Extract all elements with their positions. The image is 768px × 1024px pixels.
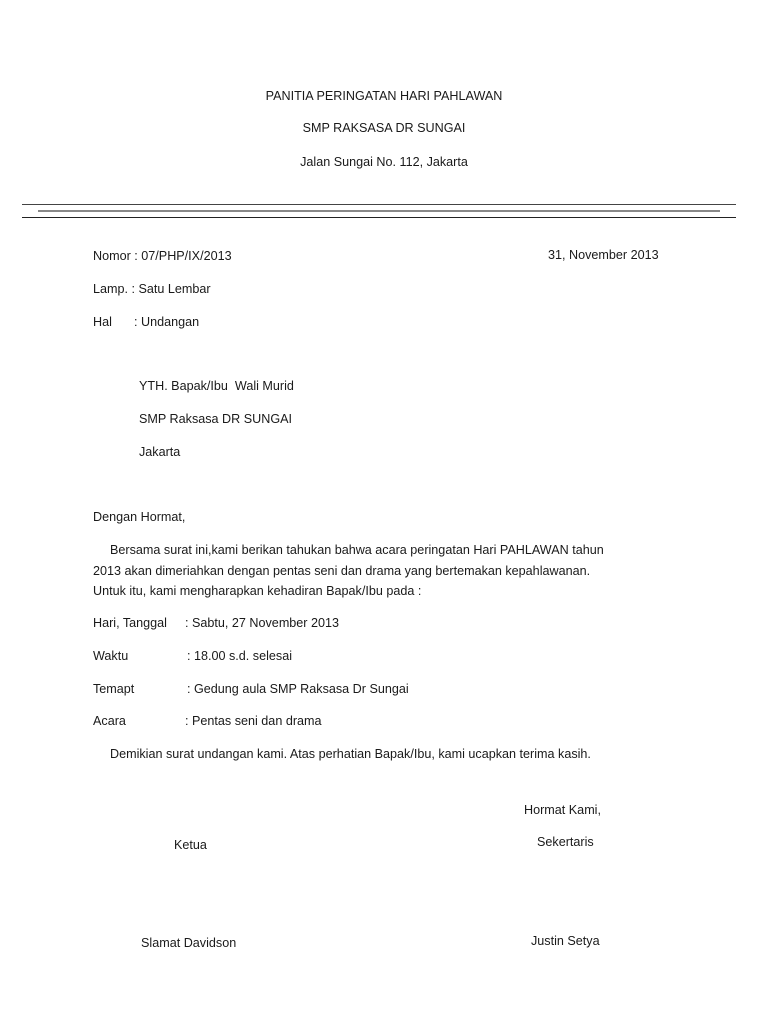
letter-attachment: Lamp. : Satu Lembar xyxy=(93,282,211,296)
detail-value: : Pentas seni dan drama xyxy=(185,714,322,728)
detail-value: : Sabtu, 27 November 2013 xyxy=(185,616,340,630)
header-rule-top xyxy=(22,204,736,205)
signatory-name-chair: Slamat Davidson xyxy=(141,936,237,950)
detail-label: Acara xyxy=(93,714,126,728)
committee-title: PANITIA PERINGATAN HARI PAHLAWAN xyxy=(265,89,503,103)
letter-subject-label: Hal xyxy=(93,315,112,329)
signatory-name-secretary: Justin Setya xyxy=(531,934,600,948)
paragraph-line: 2013 akan dimeriahkan dengan pentas seni dan drama yang bertemakan kepahlawanan. xyxy=(93,564,591,578)
letter-number: Nomor : 07/PHP/IX/2013 xyxy=(93,249,232,263)
detail-value: : Gedung aula SMP Raksasa Dr Sungai xyxy=(187,682,409,696)
detail-label: Temapt xyxy=(93,682,135,696)
school-name: SMP RAKSASA DR SUNGAI xyxy=(302,121,466,135)
header-rule-bottom xyxy=(22,217,736,218)
salutation: Dengan Hormat, xyxy=(93,510,186,524)
letter-date: 31, November 2013 xyxy=(548,248,659,262)
closing-sentence: Demikian surat undangan kami. Atas perhatian Bapak/Ibu, kami ucapkan terima kasih. xyxy=(110,747,591,761)
letter-subject: : Undangan xyxy=(134,315,200,329)
header-rule-middle xyxy=(38,210,720,212)
paragraph-line: Untuk itu, kami mengharapkan kehadiran Bapak/Ibu pada : xyxy=(93,584,422,598)
recipient-line: Jakarta xyxy=(139,445,181,459)
detail-value: : 18.00 s.d. selesai xyxy=(187,649,293,663)
school-address: Jalan Sungai No. 112, Jakarta xyxy=(300,155,468,169)
paragraph-line: Bersama surat ini,kami berikan tahukan bahwa acara peringatan Hari PAHLAWAN tahun xyxy=(110,543,604,557)
regards: Hormat Kami, xyxy=(524,803,601,817)
detail-label: Waktu xyxy=(93,649,129,663)
signatory-title-chair: Ketua xyxy=(174,838,207,852)
recipient-line: SMP Raksasa DR SUNGAI xyxy=(139,412,293,426)
recipient-line: YTH. Bapak/Ibu Wali Murid xyxy=(139,379,294,393)
detail-label: Hari, Tanggal xyxy=(93,616,167,630)
signatory-title-secretary: Sekertaris xyxy=(537,835,594,849)
